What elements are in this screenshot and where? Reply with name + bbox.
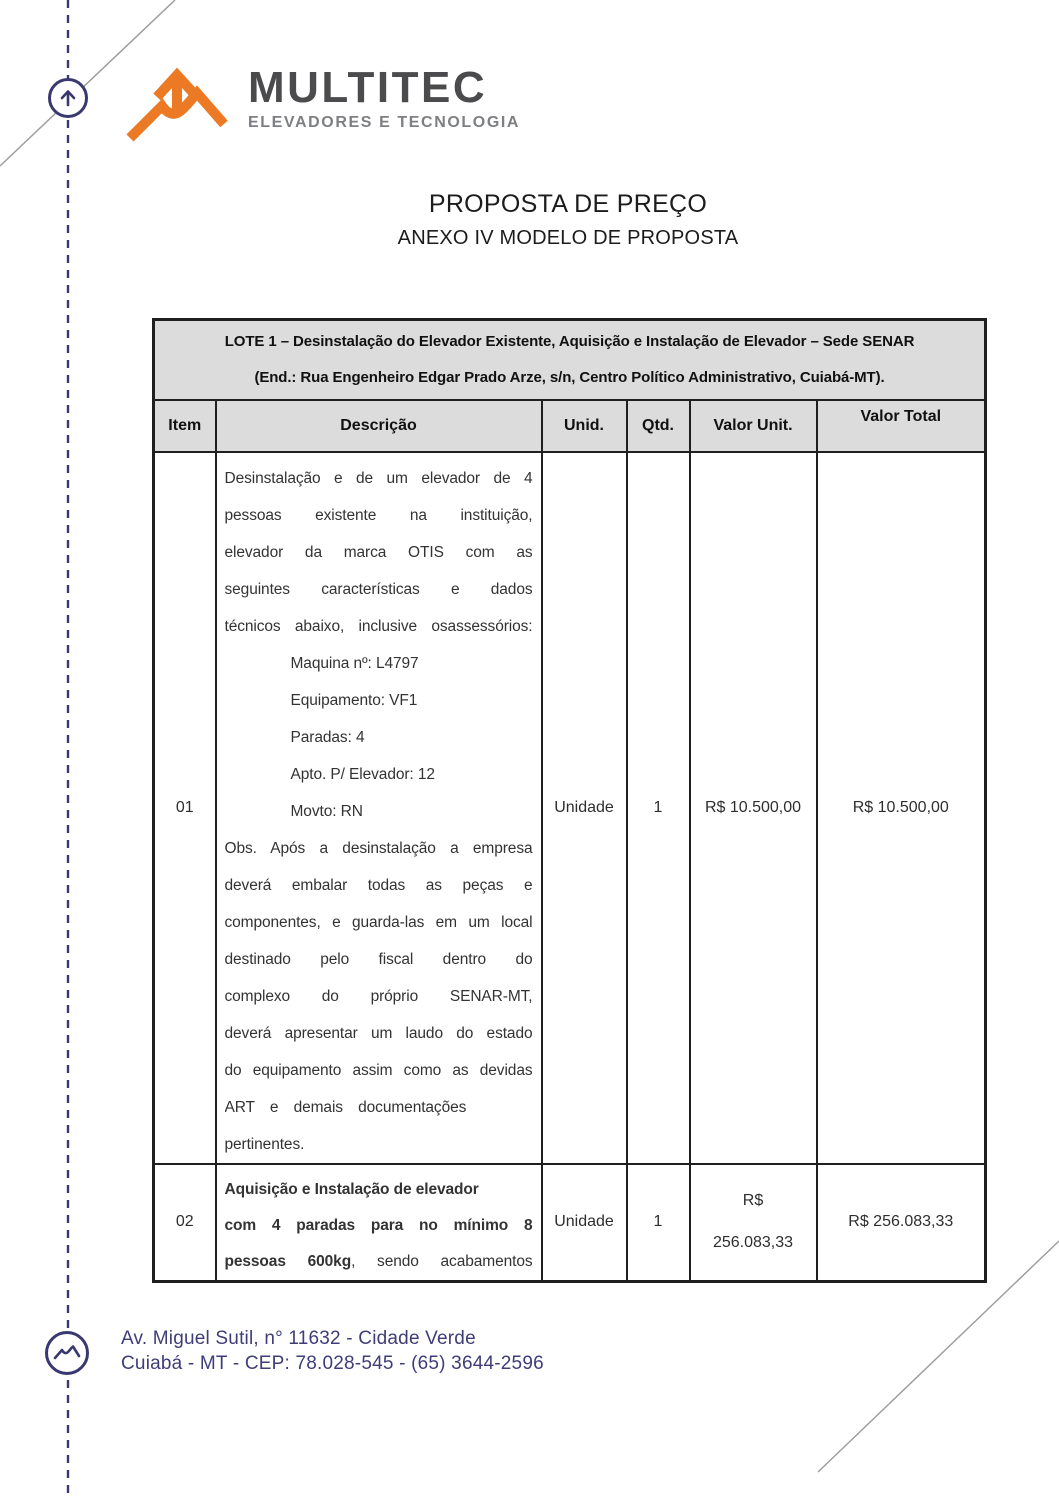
column-header-qtd: Qtd. — [627, 400, 690, 452]
description-line: Obs. Após a desinstalação a empresa — [224, 839, 533, 857]
description-line — [225, 1244, 533, 1280]
item-unit: Unidade — [542, 452, 627, 1164]
spec-line-maquina: Maquina nº: L4797 — [290, 654, 419, 672]
lote-header-cell — [154, 320, 986, 400]
unit-price-currency: R$ — [742, 1192, 764, 1209]
logo-name: MULTITEC — [248, 63, 488, 112]
table-row-01 — [154, 452, 986, 1164]
description-line: Desinstalação e de um elevador de 4 — [224, 469, 533, 487]
up-arrow-icon — [56, 86, 80, 110]
document-title: PROPOSTA DE PREÇO — [428, 190, 708, 218]
description-line: ART e demais documentações — [224, 1098, 467, 1116]
description-line: elevador da marca OTIS com as — [224, 543, 533, 561]
spec-line-movto: Movto: RN — [290, 802, 363, 820]
lote-header-line2: (End.: Rua Engenheiro Edgar Prado Arze, s/n, Centro Político Administrativo, Cuiabá-MT). — [254, 368, 885, 386]
column-header-unid: Unid. — [542, 400, 627, 452]
column-header-valor-total: Valor Total — [817, 400, 986, 452]
mountain-icon — [51, 1337, 83, 1369]
description-line: deverá apresentar um laudo do estado — [224, 1024, 533, 1042]
description-line: deverá embalar todas as peças e — [224, 876, 533, 894]
description-line: Aquisição e Instalação de elevador — [224, 1180, 479, 1198]
item-description — [216, 452, 542, 1164]
item-unit: Unidade — [542, 1164, 627, 1282]
price-table — [152, 318, 987, 1283]
item-qty: 1 — [627, 452, 690, 1164]
item-total-price: R$ 256.083,33 — [817, 1164, 986, 1282]
description-bold-fragment: pessoas 600kg — [224, 1252, 352, 1270]
unit-price-amount: 256.083,33 — [712, 1234, 794, 1251]
footer-address-line1: Av. Miguel Sutil, n° 11632 - Cidade Verde — [121, 1328, 476, 1349]
description-line: com 4 paradas para no mínimo 8 — [224, 1216, 533, 1234]
lote-header-line1: LOTE 1 – Desinstalação do Elevador Existente, Aquisição e Instalação de Elevador – Sede SENAR — [224, 332, 915, 350]
description-line: destinado pelo fiscal dentro do — [224, 950, 533, 968]
description-regular-fragment: , sendo acabamentos — [351, 1252, 533, 1270]
up-arrow-badge — [48, 78, 88, 118]
item-description — [216, 1164, 542, 1282]
company-logo — [124, 64, 520, 142]
multitec-mountain-icon — [124, 64, 236, 142]
item-number: 01 — [154, 452, 216, 1164]
item-unit-price — [690, 1164, 817, 1282]
footer-address-line2: Cuiabá - MT - CEP: 78.028-545 - (65) 3644-2596 — [121, 1353, 544, 1374]
description-line: pertinentes. — [224, 1135, 305, 1153]
mountain-badge — [45, 1331, 89, 1375]
description-line: componentes, e guarda-las em um local — [224, 913, 533, 931]
column-header-item: Item — [154, 400, 216, 452]
description-line: técnicos abaixo, inclusive osassessórios: — [224, 617, 533, 635]
item-qty: 1 — [627, 1164, 690, 1282]
column-header-row — [154, 400, 986, 452]
item-total-price: R$ 10.500,00 — [817, 452, 986, 1164]
footer-address — [121, 1326, 544, 1376]
logo-text — [248, 64, 520, 132]
document-subtitle: ANEXO IV MODELO DE PROPOSTA — [397, 227, 739, 249]
lote-header-row — [154, 320, 986, 400]
column-header-descricao: Descrição — [216, 400, 542, 452]
description-line: do equipamento assim como as devidas — [224, 1061, 533, 1079]
spec-line-equipamento: Equipamento: VF1 — [290, 691, 418, 709]
spec-line-paradas: Paradas: 4 — [290, 728, 365, 746]
description-line: complexo do próprio SENAR-MT, — [224, 987, 533, 1005]
spec-line-apto: Apto. P/ Elevador: 12 — [290, 765, 435, 783]
logo-tagline: ELEVADORES E TECNOLOGIA — [248, 114, 521, 131]
item-number: 02 — [154, 1164, 216, 1282]
title-block — [152, 190, 984, 250]
description-line: seguintes características e dados — [224, 580, 533, 598]
description-line: pessoas existente na instituição, — [224, 506, 533, 524]
table-row-02 — [154, 1164, 986, 1282]
column-header-valor-unit: Valor Unit. — [690, 400, 817, 452]
item-unit-price: R$ 10.500,00 — [690, 452, 817, 1164]
